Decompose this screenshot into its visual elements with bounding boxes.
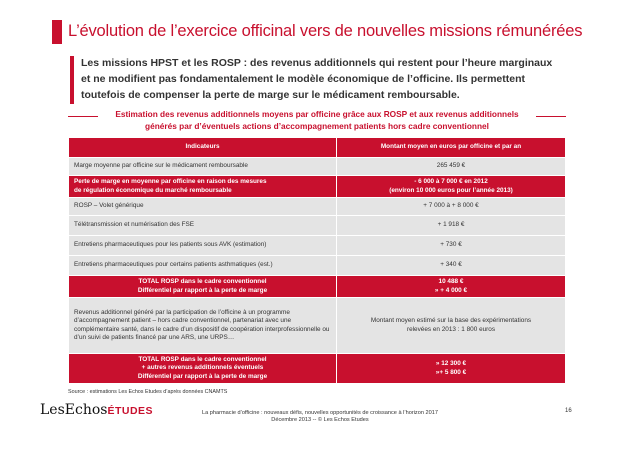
table-heading: Estimation des revenus additionnels moyens par officine grâce aux ROSP et aux revenus additionnels générés par d’éventuels actions d’accompagnement patients hors cadre conventionnel bbox=[115, 109, 519, 131]
table-row bbox=[69, 158, 566, 176]
table-header-row bbox=[69, 138, 566, 158]
amount-cell: + 1 918 € bbox=[337, 216, 566, 236]
header-indicateurs: Indicateurs bbox=[69, 138, 337, 158]
amount-cell: - 6 000 à 7 000 € en 2012 (environ 10 000 euros pour l’année 2013) bbox=[337, 176, 566, 198]
amount-cell: + 340 € bbox=[337, 256, 566, 276]
les-echos-etudes-logo bbox=[40, 402, 153, 418]
table-heading-block bbox=[68, 108, 566, 130]
indicator-cell: Revenus additionnel généré par la participation de l’officine à un programme d’accompagnement patient – hors cadre conventionnel, partenariat avec une complémentaire santé, dans le cadre d’un dispositif de coopération interprofessionnelle ou d’un suivi de patients financé par une ARS, une URPS… bbox=[69, 298, 337, 354]
page-number: 16 bbox=[565, 408, 572, 414]
page-subtitle: Les missions HPST et les ROSP : des revenus additionnels qui restent pour l’heure marginaux et ne modifient pas fondamentalement le modèle économique de l’officine. Ils permettent toutefois de compenser la perte de marge sur le médicament remboursable. bbox=[81, 57, 553, 101]
table-row bbox=[69, 256, 566, 276]
indicator-cell: Marge moyenne par officine sur le médicament remboursable bbox=[69, 158, 337, 176]
table-row bbox=[69, 216, 566, 236]
title-accent-bar bbox=[52, 20, 62, 44]
table-row bbox=[69, 176, 566, 198]
logo-sub: ÉTUDES bbox=[107, 405, 154, 417]
indicator-cell: Perte de marge en moyenne par officine en raison des mesures de régulation économique du marché remboursable bbox=[69, 176, 337, 198]
indicator-cell: Entretiens pharmaceutiques pour les patients sous AVK (estimation) bbox=[69, 236, 337, 256]
heading-rule-right bbox=[536, 116, 566, 117]
amount-cell: + 730 € bbox=[337, 236, 566, 256]
amount-cell: 10 488 € » + 4 000 € bbox=[337, 276, 566, 298]
amount-cell: Montant moyen estimé sur la base des expérimentations relevées en 2013 : 1 800 euros bbox=[337, 298, 566, 354]
header-montant: Montant moyen en euros par officine et par an bbox=[337, 138, 566, 158]
table-row bbox=[69, 198, 566, 216]
table-row bbox=[69, 276, 566, 298]
indicator-cell: Télétransmission et numérisation des FSE bbox=[69, 216, 337, 236]
indicator-cell: Entretiens pharmaceutiques pour certains patients asthmatiques (est.) bbox=[69, 256, 337, 276]
table-row bbox=[69, 236, 566, 256]
footer-date: Décembre 2013 -- © Les Echos Etudes bbox=[271, 417, 369, 423]
source-note: Source : estimations Les Echos Etudes d’après données CNAMTS bbox=[68, 389, 228, 395]
subtitle-accent-bar bbox=[70, 56, 74, 104]
table-row bbox=[69, 298, 566, 354]
logo-main: LesEchos bbox=[40, 402, 108, 418]
amount-cell: + 7 000 à + 8 000 € bbox=[337, 198, 566, 216]
table-body bbox=[69, 158, 566, 384]
page-title: L’évolution de l’exercice officinal vers de nouvelles missions rémunérées bbox=[68, 22, 583, 40]
amount-cell: 265 459 € bbox=[337, 158, 566, 176]
indicator-cell: TOTAL ROSP dans le cadre conventionnel + autres revenus additionnels éventuels Différentiel par rapport à la perte de marge bbox=[69, 354, 337, 384]
indicator-cell: ROSP – Volet générique bbox=[69, 198, 337, 216]
indicator-cell: TOTAL ROSP dans le cadre conventionnel Différentiel par rapport à la perte de marge bbox=[69, 276, 337, 298]
footer-title: La pharmacie d’officine : nouveaux défis, nouvelles opportunités de croissance à l’horizon 2017 bbox=[202, 410, 438, 416]
table-row bbox=[69, 354, 566, 384]
amount-cell: » 12 300 € »+ 5 800 € bbox=[337, 354, 566, 384]
revenue-table bbox=[68, 137, 566, 384]
heading-rule-left bbox=[68, 116, 98, 117]
